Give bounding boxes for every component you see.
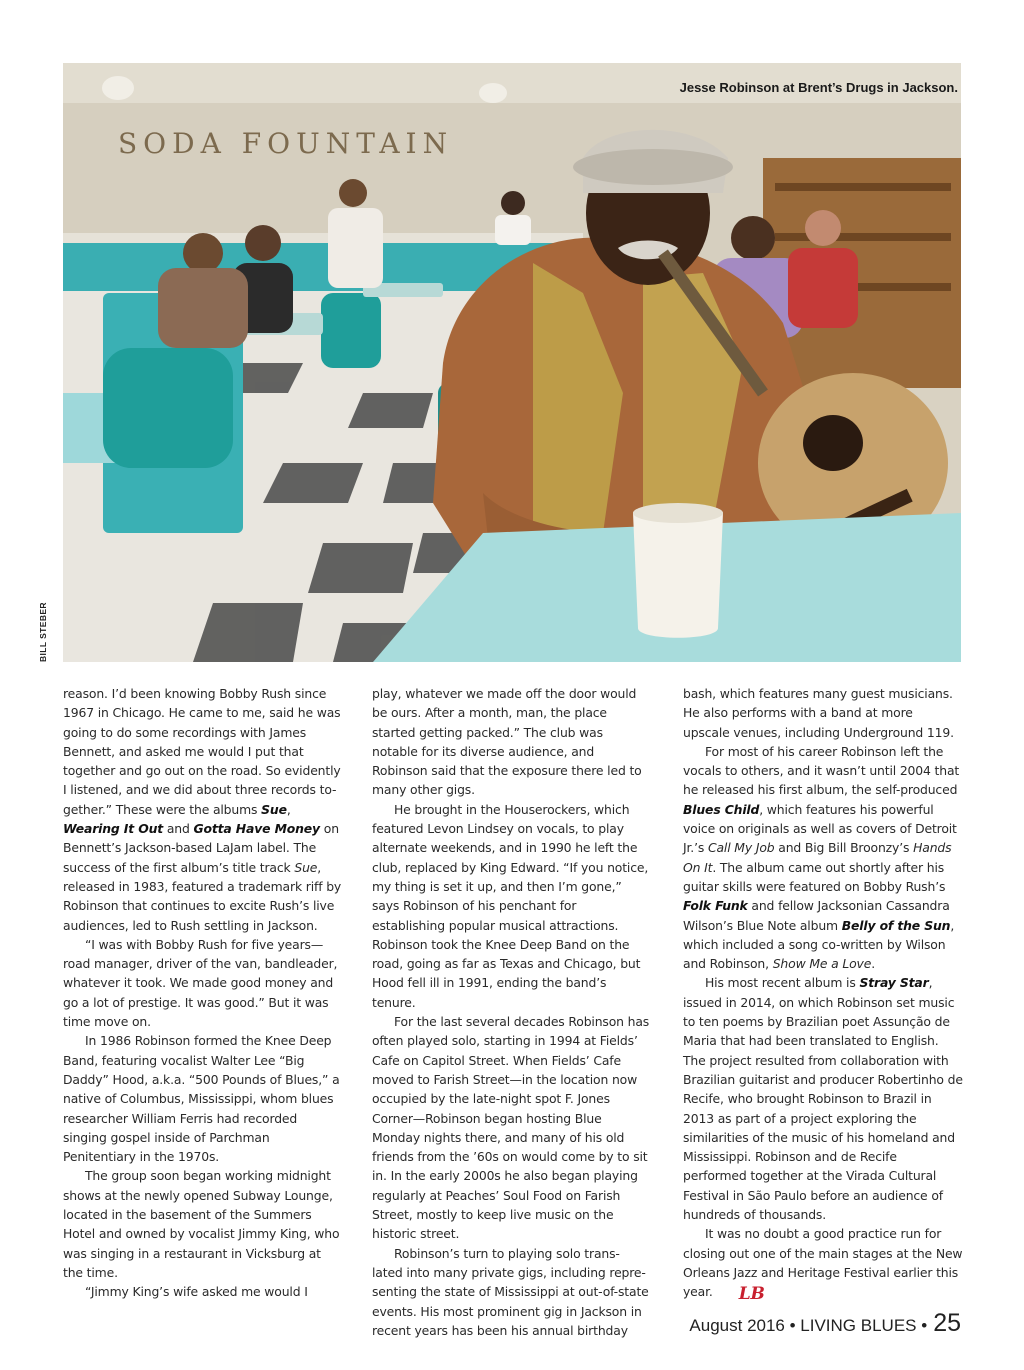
text-run: “Jimmy King’s wife asked me would I [85,1284,308,1300]
album-title: Belly of the Sun [841,917,951,933]
text-run: reason. I’d been knowing Bobby Rush since 1967 in Chicago. He came to me, said he was going to do some recordings with James Bennett, and asked me would I put that together and go out on the road. So evidently I listened, and we did about three records to- gether.” These were the albums [63,686,341,817]
text-run: . [871,956,876,972]
article-column-1 [63,684,343,1302]
text-run: His most recent album is [705,975,860,991]
photo-illustration [63,63,961,662]
song-title: Hands On It [683,840,952,875]
song-title: Show Me a Love [772,956,872,972]
text-run: , released in 1983, featured a trademark riff by Robinson that continues to excite Rush’s live audiences, led to Rush settling in Jackson. [63,859,342,933]
paragraph [63,684,343,935]
paragraph [63,935,343,1031]
paragraph [683,684,963,742]
paragraph [63,1166,343,1282]
text-run: bash, which features many guest musicians. He also performs with a band at more upscale venues, including Underground 119. [683,686,954,740]
text-run: Robinson’s turn to playing solo trans- lated into many private gigs, including repre- senting the state of Mississippi at out-of-state events. His most prominent gig in Jackson in recent years has been his annual birthday [372,1245,649,1338]
album-title: Blues Child [683,801,760,817]
text-run: He brought in the Houserockers, which featured Levon Lindsey on vocals, to play alternate weekends, and in 1990 he left the club, replaced by King Edward. “If you notice, my thing is set it up, and then I’m gone,” says Robinson of his penchant for establishing popular musical attractions. Robinson took the Knee Deep Band on the road, going as far as Texas and Chicago, but Hood fell ill in 1991, ending the band’s tenure. [372,801,649,1010]
text-run: In 1986 Robinson formed the Knee Deep Band, featuring vocalist Walter Lee “Big Daddy” Hood, a.k.a. “500 Pounds of Blues,” a native of Columbus, Mississippi, whom blues researcher William Ferris had recorded singing gospel inside of Parchman Penitentiary in the 1970s. [63,1033,340,1165]
album-title: Folk Funk [683,898,748,914]
album-title: Wearing It Out [63,821,164,837]
text-run: , [286,801,291,817]
text-run: and fellow Jacksonian Cassandra Wilson’s Blue Note album [683,898,950,933]
text-run: For most of his career Robinson left the vocals to others, and it wasn’t until 2004 that he released his first album, the self-produced [683,743,960,798]
end-mark-logo: LB [738,1284,765,1305]
text-run: on Bennett’s Jackson-based LaJam label. The success of the first album’s title track [63,821,339,875]
album-title: Sue [261,801,287,817]
page-number: 25 [933,1309,961,1337]
page-footer [689,1309,961,1338]
text-run: , which included a song co-written by Wilson and Robinson, [683,917,955,972]
text-run: , which features his powerful voice on originals as well as covers of Detroit Jr.’s [683,801,957,856]
album-title: Gotta Have Money [193,821,320,837]
feature-photo [63,63,961,662]
photo-credit: BILL STEBER [38,602,48,662]
text-run: , issued in 2014, on which Robinson set music to ten poems by Brazilian poet Assunção de Maria that had been translated to English. The project resulted from collaboration with Brazilian guitarist and producer Robertinho de Recife, who brought Robinson to Brazil in 2013 as part of a project exploring the similarities of the music of his homeland and Mississippi. Robinson and de Recife performed together at the Virada Cultural Festival in São Paulo before an audience of hundreds of thousands. [683,975,963,1223]
text-run: “I was with Bobby Rush for five years—road manager, driver of the van, bandleader, whatever it took. We made good money and go a lot of prestige. It was good.” But it was time move on. [63,936,338,1030]
article-column-3 [683,684,963,1305]
paragraph [372,1244,652,1340]
article-column-2 [372,684,652,1340]
soda-fountain-sign: SODA FOUNTAIN [118,127,454,160]
issue-line: August 2016 • LIVING BLUES • [689,1316,928,1335]
song-title: Call My Job [707,840,775,856]
text-run: and [163,821,194,837]
song-title: Sue [294,859,318,875]
text-run: play, whatever we made off the door would be ours. After a month, man, the place started getting packed.” The club was notable for its diverse audience, and Robinson said that the exposure there led to many other gigs. [372,686,642,798]
text-run: and Big Bill Broonzy’s [774,840,914,856]
text-run: The group soon began working midnight shows at the newly opened Subway Lounge, located in the basement of the Summers Hotel and owned by vocalist Jimmy King, who was singing in a restaurant in Vicksburg at the time. [63,1168,340,1280]
paragraph [372,800,652,1012]
paragraph [683,973,963,1224]
text-run: It was no doubt a good practice run for closing out one of the main stages at the New Orleans Jazz and Heritage Festival earlier this year. [683,1226,963,1300]
paragraph [683,1224,963,1304]
text-run: . The album came out shortly after his guitar skills were featured on Bobby Rush’s [683,859,946,894]
paragraph [372,684,652,800]
paragraph [372,1012,652,1244]
album-title: Stray Star [859,975,929,991]
paragraph [683,742,963,974]
photo-caption: Jesse Robinson at Brent’s Drugs in Jackson. [679,80,958,95]
paragraph [63,1031,343,1166]
text-run: For the last several decades Robinson has often played solo, starting in 1994 at Fields’ Cafe on Capitol Street. When Fields’ Cafe moved to Farish Street—in the location now occupied by the late-night spot F. Jones Corner—Robinson began hosting Blue Monday nights there, and many of his old friends from the ’60s on would come by to sit in. In the early 2000s he also began playing regularly at Peaches’ Soul Food on Farish Street, mostly to keep live music on the historic street. [372,1014,650,1242]
paragraph [63,1282,343,1301]
